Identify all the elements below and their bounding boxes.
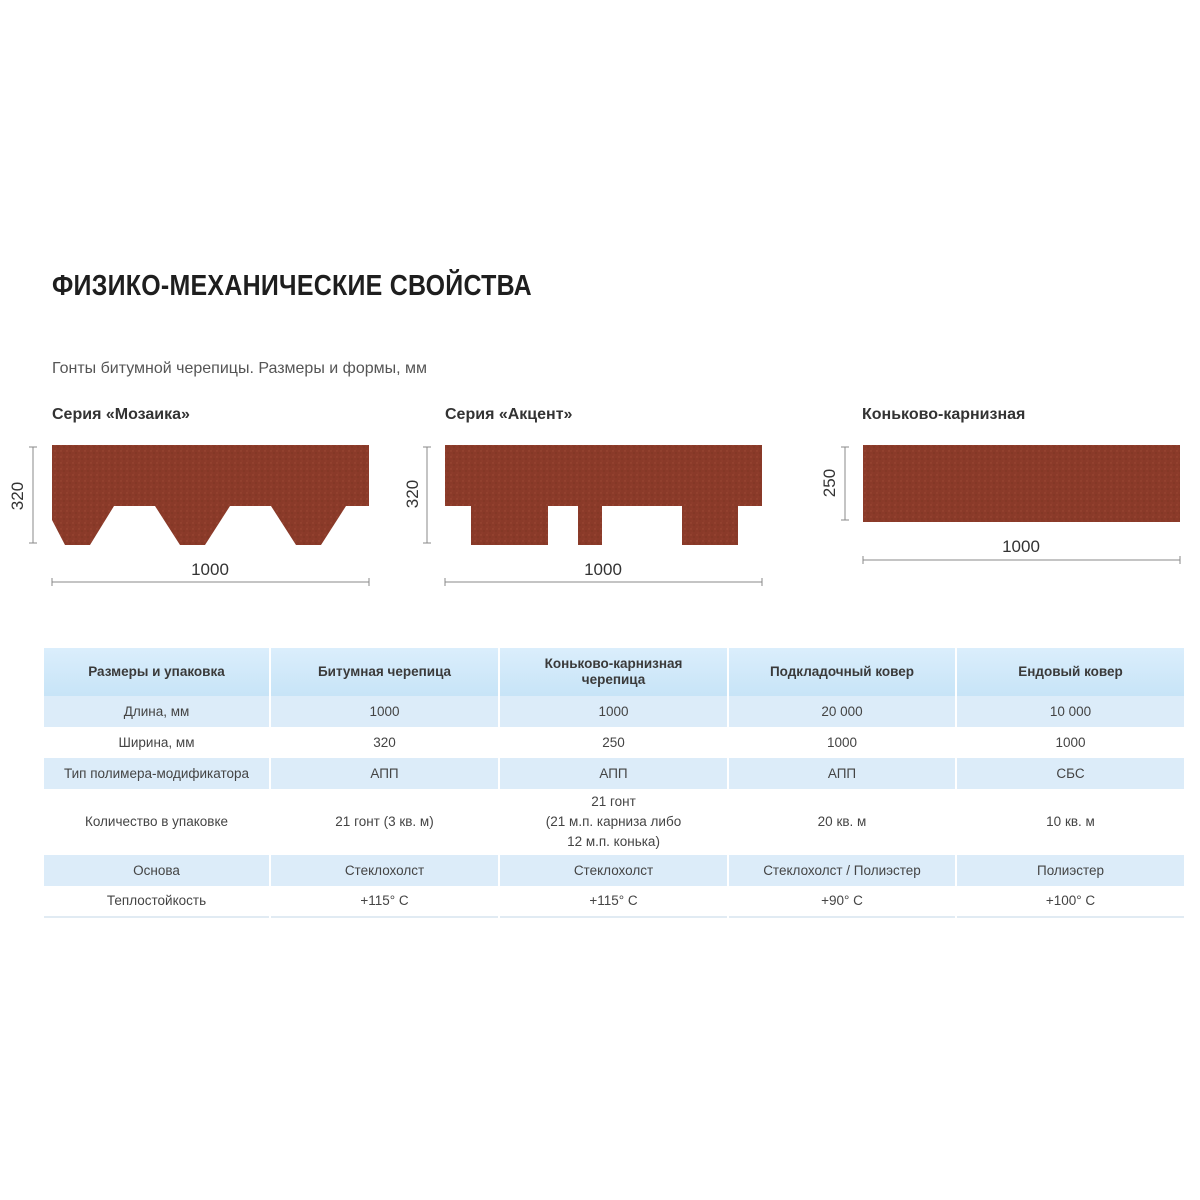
series-label-accent: Серия «Акцент»	[445, 406, 573, 423]
table-row	[44, 758, 1184, 789]
ridge-shingle-shape	[863, 445, 1180, 522]
table-cell: Полиэстер	[956, 855, 1184, 886]
page-title: ФИЗИКО-МЕХАНИЧЕСКИЕ СВОЙСТВА	[52, 270, 532, 302]
ridge-shingle	[820, 445, 1180, 564]
ridge-width-label: 1000	[1002, 537, 1040, 556]
page-subtitle: Гонты битумной черепицы. Размеры и формы, мм	[52, 360, 428, 377]
header-cell: Размеры и упаковка	[88, 664, 225, 679]
table-cell: 250	[499, 727, 728, 758]
table-cell: 21 гонт (3 кв. м)	[270, 789, 499, 855]
table-cell: +115° С	[499, 886, 728, 917]
header-cell: Коньково-карнизная черепица	[499, 648, 728, 696]
mosaic-shingle	[8, 445, 369, 586]
table-cell: Длина, мм	[123, 703, 190, 719]
accent-height-label: 320	[403, 479, 422, 509]
table-row	[44, 886, 1184, 917]
table-cell: 10 кв. м	[956, 789, 1184, 855]
table-cell: АПП	[270, 758, 499, 789]
table-cell: Теплостойкость	[106, 893, 207, 908]
table-cell: +100° С	[956, 886, 1184, 917]
table-cell: Ширина, мм	[118, 734, 195, 750]
table-cell: +90° С	[728, 886, 956, 917]
series-label-ridge: Коньково-карнизная	[862, 406, 1026, 423]
table-cell: 20 кв. м	[728, 789, 956, 855]
table-cell: 1000	[270, 696, 499, 727]
mosaic-width-label: 1000	[191, 560, 229, 579]
properties-table	[44, 648, 1184, 918]
mosaic-height-label: 320	[8, 481, 27, 511]
table-cell: 20 000	[728, 696, 956, 727]
table-cell: 1000	[956, 727, 1184, 758]
table-cell: АПП	[499, 758, 728, 789]
mosaic-shingle-shape	[52, 445, 369, 545]
table-cell: +115° С	[270, 886, 499, 917]
accent-shingle	[403, 445, 762, 586]
ridge-height-label: 250	[820, 468, 839, 498]
table-cell: Основа	[133, 862, 180, 878]
table-row	[44, 727, 1184, 758]
table-row	[44, 789, 1184, 855]
table-cell: Стеклохолст / Полиэстер	[728, 855, 956, 886]
accent-shingle-shape	[445, 445, 762, 545]
table-cell: 1000	[499, 696, 728, 727]
table-row	[44, 855, 1184, 886]
accent-width-label: 1000	[584, 560, 622, 579]
table-cell: Стеклохолст	[270, 855, 499, 886]
table-cell: СБС	[956, 758, 1184, 789]
header-cell: Подкладочный ковер	[728, 648, 956, 696]
table-cell: 21 гонт (21 м.п. карниза либо 12 м.п. конька)	[499, 789, 728, 855]
table-row	[44, 696, 1184, 727]
header-cell: Битумная черепица	[270, 648, 499, 696]
table-cell: АПП	[728, 758, 956, 789]
table-cell: Стеклохолст	[499, 855, 728, 886]
table-cell: 320	[270, 727, 499, 758]
table-cell: 1000	[728, 727, 956, 758]
table-cell: Тип полимера-модификатора	[63, 765, 250, 781]
table-cell: 10 000	[956, 696, 1184, 727]
table-cell: Количество в упаковке	[84, 814, 229, 829]
table-header-row	[44, 648, 1184, 696]
series-label-mosaic: Серия «Мозаика»	[52, 406, 190, 423]
header-cell: Ендовый ковер	[956, 648, 1184, 696]
